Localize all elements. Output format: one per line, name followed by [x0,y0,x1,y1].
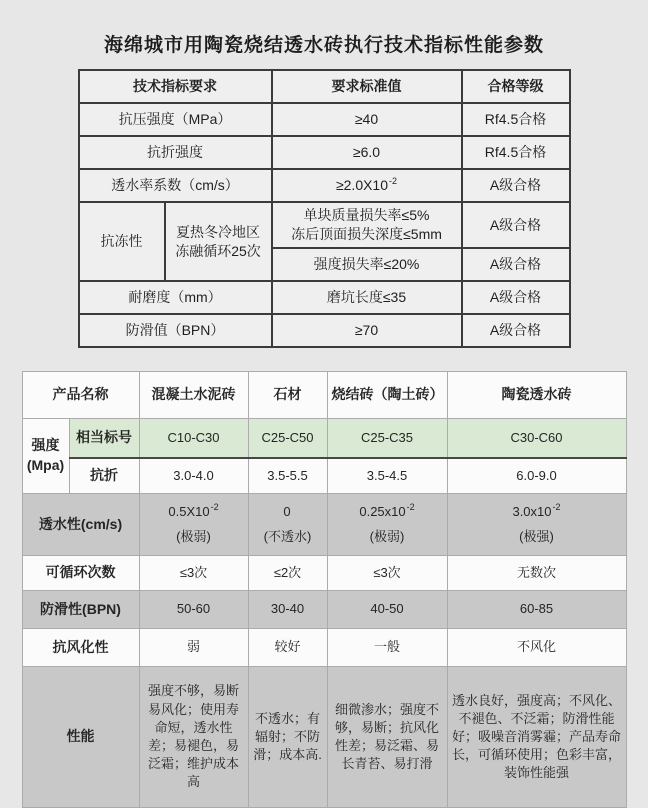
perm-sintered-value: 0.25x10 [359,504,406,520]
flex-sintered: 3.5-4.5 [327,458,447,494]
perm-concrete-note: (极弱) [176,528,211,544]
frost-value-line2: 冻后顶面损失深度≤5mm [291,226,442,242]
cmp-header-product: 产品名称 [22,372,139,419]
spec-label-compressive: 抗压强度（MPa） [79,103,272,136]
cmp-header-row [22,372,626,419]
permeability-value-exponent: -2 [389,176,398,187]
cycle-concrete: ≤3次 [139,556,248,591]
performance-sintered: 细微渗水；强度不够，易断；抗风化性差；易泛霜、易长青苔、易打滑 [327,667,447,808]
perm-concrete [139,494,248,556]
spec-value-antiskid: ≥70 [272,314,462,347]
strength-label-cell [22,419,69,494]
spec-label-permeability: 透水率系数（cm/s） [79,169,272,202]
flex-ceramic: 6.0-9.0 [447,458,626,494]
frost-value-cell-2: 强度损失率≤20% [272,248,462,281]
spec-value-flexural: ≥6.0 [272,136,462,169]
spec-row-antiskid [79,314,570,347]
frost-label-cell: 抗冻性 [79,202,165,281]
frost-condition-cell [165,202,272,281]
weathering-stone: 较好 [248,629,327,667]
performance-stone: 不透水；有辐射；不防滑；成本高. [248,667,327,808]
cycle-sintered: ≤3次 [327,556,447,591]
performance-label-cell: 性能 [22,667,139,808]
spec-grade-permeability: A级合格 [462,169,570,202]
spec-grade-compressive: Rf4.5合格 [462,103,570,136]
perm-stone [248,494,327,556]
grade-ceramic: C30-C60 [447,419,626,458]
perm-stone-note: (不透水) [263,528,312,544]
frost-condition-line1: 夏热冬冷地区 [176,223,260,240]
cmp-row-cycle [22,556,626,591]
compare-table [22,371,627,808]
cycle-stone: ≤2次 [248,556,327,591]
spec-grade-antiskid: A级合格 [462,314,570,347]
perm-concrete-value: 0.5X10 [168,504,210,520]
grade-label-cell: 相当标号 [69,419,139,458]
spec-header-grade: 合格等级 [462,70,570,103]
perm-sintered [327,494,447,556]
frost-value-line1: 单块质量损失率≤5% [303,207,430,224]
weathering-label-cell: 抗风化性 [22,629,139,667]
cmp-header-sintered: 烧结砖（陶土砖） [327,372,447,419]
spec-value-permeability [272,169,462,202]
perm-ceramic [447,494,626,556]
perm-ceramic-note: (极强) [519,528,554,544]
performance-concrete: 强度不够，易断易风化；使用寿命短，透水性差；易褪色，易泛霜；维护成本高 [139,667,248,808]
grade-concrete: C10-C30 [139,419,248,458]
spec-value-abrasion: 磨坑长度≤35 [272,281,462,314]
antiskid-stone: 30-40 [248,591,327,629]
spec-row-abrasion [79,281,570,314]
weathering-concrete: 弱 [139,629,248,667]
flex-concrete: 3.0-4.0 [139,458,248,494]
weathering-sintered: 一般 [327,629,447,667]
page-title: 海绵城市用陶瓷烧结透水砖执行技术指标性能参数 [103,35,544,56]
spec-table [78,69,571,348]
spec-value-compressive: ≥40 [272,103,462,136]
perm-label-cell: 透水性(cm/s) [22,494,139,556]
flex-label-cell: 抗折 [69,458,139,494]
spec-row-permeability [79,169,570,202]
spec-header-standard: 要求标准值 [272,70,462,103]
spec-grade-abrasion: A级合格 [462,281,570,314]
antiskid-sintered: 40-50 [327,591,447,629]
strength-label-line1: 强度 [31,437,60,454]
cmp-row-grade [22,419,626,458]
antiskid-label-cell: 防滑性(BPN) [22,591,139,629]
strength-label-line2: (Mpa) [26,457,65,473]
cmp-row-flexural [22,458,626,494]
spec-row-compressive [79,103,570,136]
cmp-row-permeability [22,494,626,556]
flex-stone: 3.5-5.5 [248,458,327,494]
perm-sintered-exponent: -2 [406,502,415,513]
spec-label-antiskid: 防滑值（BPN） [79,314,272,347]
weathering-ceramic: 不风化 [447,629,626,667]
cmp-row-performance [22,667,626,808]
cycle-ceramic: 无数次 [447,556,626,591]
cycle-label-cell: 可循环次数 [22,556,139,591]
perm-sintered-note: (极弱) [369,528,405,544]
perm-concrete-exponent: -2 [210,502,219,513]
perm-stone-value: 0 [283,504,291,520]
grade-sintered: C25-C35 [327,419,447,458]
cmp-row-weathering [22,629,626,667]
spec-header-indicator: 技术指标要求 [79,70,272,103]
frost-grade-cell-2: A级合格 [462,248,570,281]
frost-grade-cell-1: A级合格 [462,202,570,248]
perm-ceramic-value: 3.0x10 [512,504,552,520]
cmp-row-antiskid [22,591,626,629]
spec-label-abrasion: 耐磨度（mm） [79,281,272,314]
perm-ceramic-exponent: -2 [552,502,561,513]
frost-value-cell-1 [272,202,462,248]
spec-label-flexural: 抗折强度 [79,136,272,169]
performance-ceramic: 透水良好，强度高；不风化、不褪色、不泛霜；防滑性能好；吸噪音消雾霾；产品寿命长，可循环使用；色彩丰富，装饰性能强 [447,667,626,808]
antiskid-ceramic: 60-85 [447,591,626,629]
spec-row-flexural [79,136,570,169]
spec-header-row [79,70,570,103]
grade-stone: C25-C50 [248,419,327,458]
cmp-header-ceramic: 陶瓷透水砖 [447,372,626,419]
permeability-value-base: ≥2.0X10 [335,177,389,194]
cmp-header-concrete: 混凝土水泥砖 [139,372,248,419]
antiskid-concrete: 50-60 [139,591,248,629]
cmp-header-stone: 石材 [248,372,327,419]
frost-condition-line2: 冻融循环25次 [175,242,261,259]
spec-row-frost-1 [79,202,570,248]
spec-grade-flexural: Rf4.5合格 [462,136,570,169]
